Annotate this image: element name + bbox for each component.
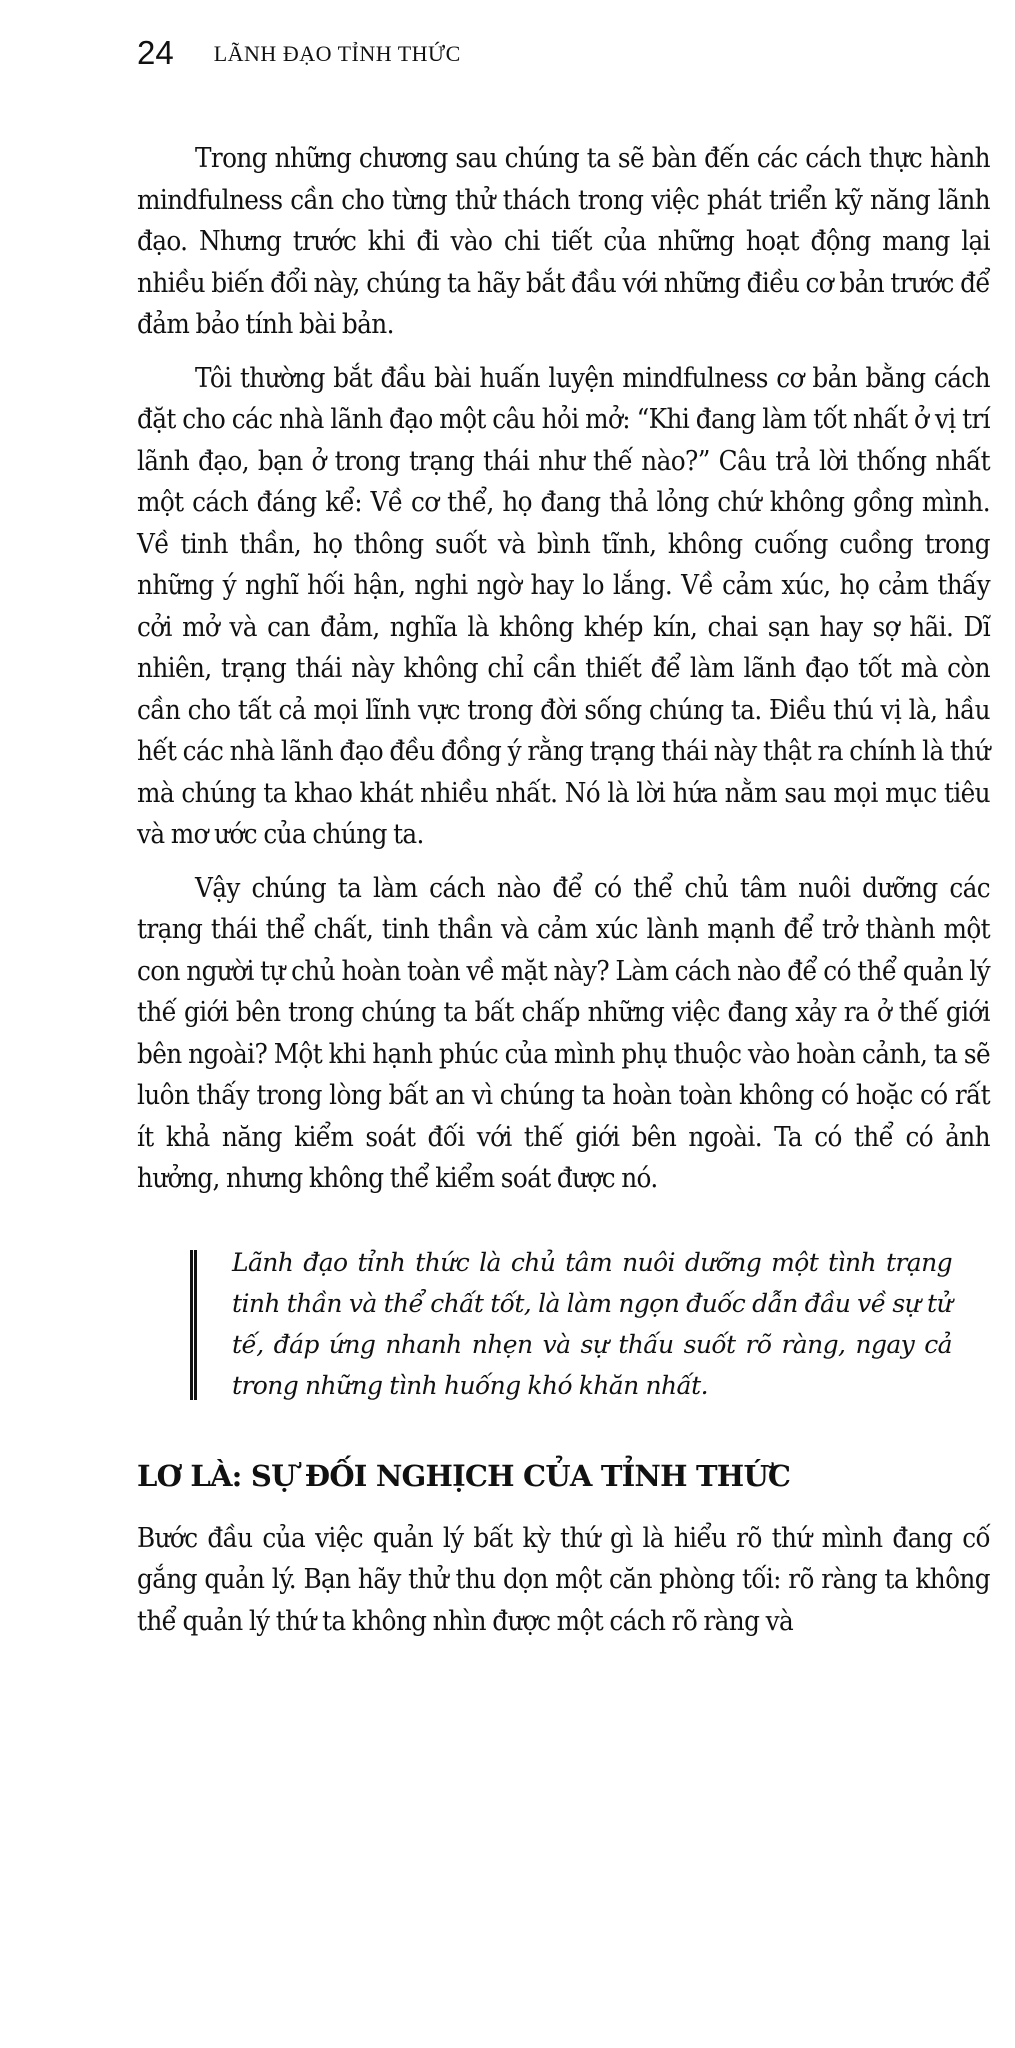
paragraph-1: Trong những chương sau chúng ta sẽ bàn đến các cách thực hành mindfulness cần cho từng thử thách trong việc phát triển kỹ năng lãnh đạo. Nhưng trước khi đi vào chi tiết của những hoạt động mang lại nhiều biến đổi này, chúng ta hãy bắt đầu với những điều cơ bản trước để đảm bảo tính bài bản. <box>137 142 990 340</box>
pull-quote <box>190 1242 952 1406</box>
running-header <box>137 30 461 74</box>
paragraph-2: Tôi thường bắt đầu bài huấn luyện mindfulness cơ bản bằng cách đặt cho các nhà lãnh đạo một câu hỏi mở: “Khi đang làm tốt nhất ở vị trí lãnh đạo, bạn ở trong trạng thái như thế nào?” Câu trả lời thống nhất một cách đáng kể: Về cơ thể, họ đang thả lỏng chứ không gồng mình. Về tinh thần, họ thông suốt và bình tĩnh, không cuống cuồng trong những ý nghĩ hối hận, nghi ngờ hay lo lắng. Về cảm xúc, họ cảm thấy cởi mở và can đảm, nghĩa là không khép kín, chai sạn hay sợ hãi. Dĩ nhiên, trạng thái này không chỉ cần thiết để làm lãnh đạo tốt mà còn cần cho tất cả mọi lĩnh vực trong đời sống chúng ta. Điều thú vị là, hầu hết các nhà lãnh đạo đều đồng ý rằng trạng thái này thật ra chính là thứ mà chúng ta khao khát nhiều nhất. Nó là lời hứa nằm sau mọi mục tiêu và mơ ước của chúng ta. <box>137 361 990 850</box>
page-content <box>137 138 990 1654</box>
paragraph-3: Vậy chúng ta làm cách nào để có thể chủ tâm nuôi dưỡng các trạng thái thể chất, tinh thần và cảm xúc lành mạnh để trở thành một con người tự chủ hoàn toàn về mặt này? Làm cách nào để có thể quản lý thế giới bên trong chúng ta bất chấp những việc đang xảy ra ở thế giới bên ngoài? Một khi hạnh phúc của mình phụ thuộc vào hoàn cảnh, ta sẽ luôn thấy trong lòng bất an vì chúng ta hoàn toàn không có hoặc có rất ít khả năng kiểm soát đối với thế giới bên ngoài. Ta có thể có ảnh hưởng, nhưng không thể kiểm soát được nó. <box>137 871 990 1194</box>
section-paragraph-1: Bước đầu của việc quản lý bất kỳ thứ gì là hiểu rõ thứ mình đang cố gắng quản lý. Bạn hãy thử thu dọn một căn phòng tối: rõ ràng ta không thể quản lý thứ ta không nhìn được một cách rõ ràng và <box>137 1521 990 1637</box>
quote-double-bar-icon <box>190 1250 197 1400</box>
pull-quote-text: Lãnh đạo tỉnh thức là chủ tâm nuôi dưỡng một tình trạng tinh thần và thể chất tốt, là làm ngọn đuốc dẫn đầu về sự tử tế, đáp ứng nhanh nhẹn và sự thấu suốt rõ ràng, ngay cả trong những tình huống khó khăn nhất. <box>232 1247 952 1400</box>
book-title: LÃNH ĐẠO TỈNH THỨC <box>213 41 461 66</box>
page-number: 24 <box>137 33 174 71</box>
section-heading: LƠ LÀ: SỰ ĐỐI NGHỊCH CỦA TỈNH THỨC <box>137 1458 791 1493</box>
